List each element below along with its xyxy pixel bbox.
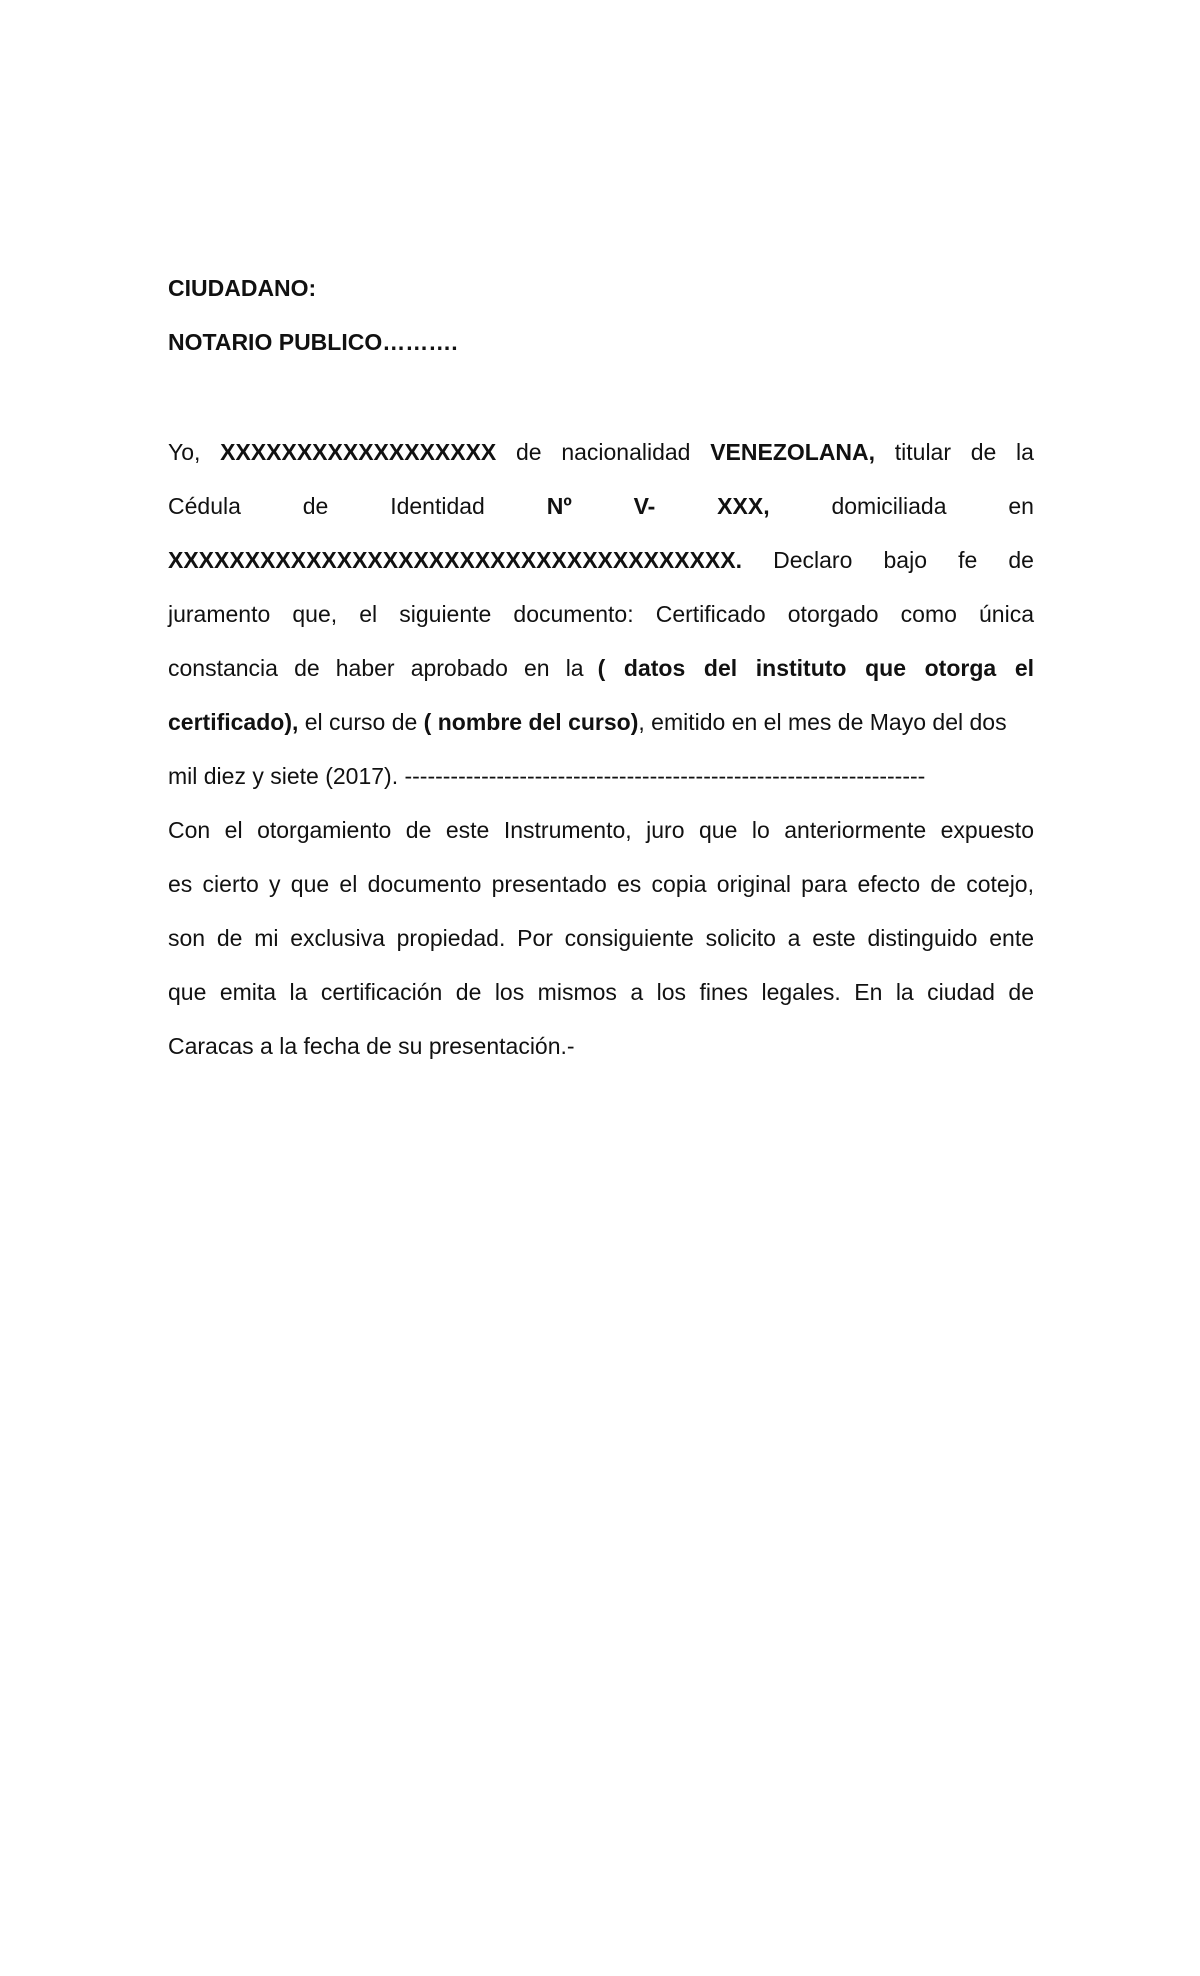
paragraph2-line3: son de mi exclusiva propiedad. Por consiguiente solicito a este distinguido ente — [168, 925, 1034, 951]
paragraph1-line5 — [168, 654, 1034, 682]
paragraph1-line3 — [168, 546, 1034, 574]
line5-text: constancia de haber aprobado en la — [168, 655, 584, 681]
institute-placeholder: ( datos del instituto que otorga el — [597, 655, 1034, 681]
word-domiciliada: domiciliada — [831, 493, 947, 519]
nationality: VENEZOLANA, — [710, 439, 876, 465]
word-identidad: Identidad — [390, 493, 485, 519]
line6-text2: , emitido en el mes de Mayo del dos — [638, 709, 1007, 735]
paragraph1-line4: juramento que, el siguiente documento: Certificado otorgado como única — [168, 601, 1034, 627]
paragraph2-line2: es cierto y que el documento presentado es copia original para efecto de cotejo, — [168, 871, 1034, 897]
certificate-word: certificado), — [168, 709, 305, 735]
word-declaro: Declaro — [773, 547, 853, 573]
recipient-heading: CIUDADANO: — [168, 275, 317, 301]
course-name-placeholder: ( nombre del curso) — [423, 709, 639, 735]
paragraph1-line2 — [168, 492, 1034, 520]
id-number: XXX, — [717, 493, 770, 519]
word-titular: titular — [894, 439, 952, 465]
word-nacionalidad: nacionalidad — [561, 439, 691, 465]
paragraph1-line1 — [168, 438, 1034, 466]
number-sign: Nº — [546, 493, 572, 519]
word-bajo: bajo — [883, 547, 927, 573]
id-prefix: V- — [633, 493, 656, 519]
paragraph2-line5: Caracas a la fecha de su presentación.- — [168, 1033, 575, 1059]
word-fe: fe — [958, 547, 978, 573]
paragraph1-line7: mil diez y siete (2017). -------------------------------------------------------------------- — [168, 763, 926, 789]
word-de: de — [970, 439, 997, 465]
notary-heading: NOTARIO PUBLICO………. — [168, 329, 458, 355]
word-yo: Yo, — [168, 439, 201, 465]
line6-text1: el curso de — [304, 709, 424, 735]
word-de: de — [1008, 547, 1034, 573]
paragraph2-line4: que emita la certificación de los mismos a los fines legales. En la ciudad de — [168, 979, 1034, 1005]
word-cedula: Cédula — [168, 493, 241, 519]
word-en: en — [1008, 493, 1034, 519]
word-de: de — [302, 493, 329, 519]
declarant-name: XXXXXXXXXXXXXXXXXX — [220, 439, 497, 465]
paragraph1-line6 — [168, 708, 1034, 736]
word-de: de — [516, 439, 542, 465]
paragraph2-line1: Con el otorgamiento de este Instrumento, juro que lo anteriormente expuesto — [168, 817, 1034, 843]
address: XXXXXXXXXXXXXXXXXXXXXXXXXXXXXXXXXXXXX. — [168, 547, 743, 573]
word-la: la — [1016, 439, 1034, 465]
